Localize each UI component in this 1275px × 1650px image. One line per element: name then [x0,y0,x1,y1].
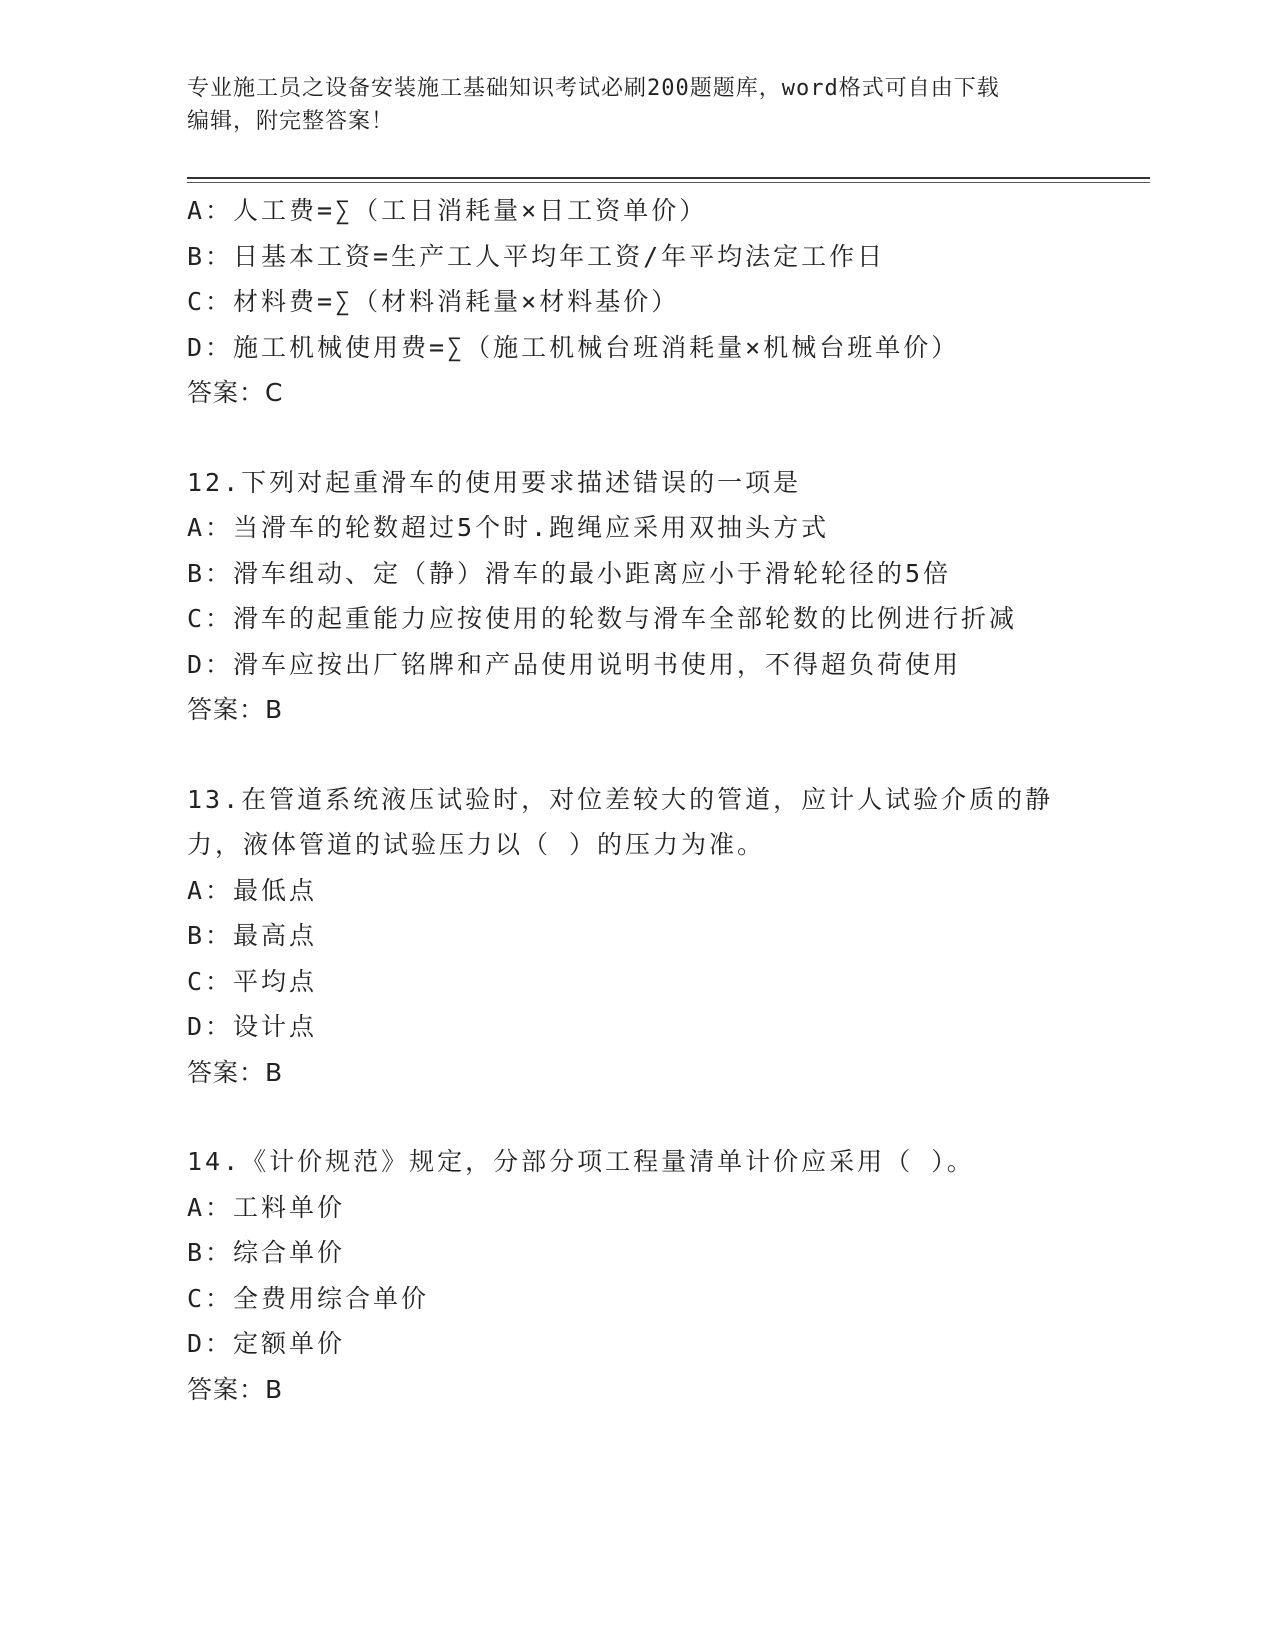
question-block-13 [187,777,1087,1096]
option-c: C：材料费=∑（材料消耗量×材料基价） [187,287,680,316]
question-block-12 [187,460,1087,733]
header-divider-thin [187,182,1150,183]
question-stem: 14.《计价规范》规定，分部分项工程量清单计价应采用（ ）。 [187,1147,975,1176]
option-c: C：滑车的起重能力应按使用的轮数与滑车全部轮数的比例进行折减 [187,604,1018,633]
header-title-line-2: 编辑，附完整答案！ [187,109,395,134]
option-d: D：施工机械使用费=∑（施工机械台班消耗量×机械台班单价） [187,332,960,362]
option-d: D：滑车应按出厂铭牌和产品使用说明书使用，不得超负荷使用 [187,649,962,679]
question-stem-line-2: 力，液体管道的试验压力以（ ）的压力为准。 [187,830,766,859]
option-a: A：人工费=∑（工日消耗量×日工资单价） [187,196,708,225]
question-block-11 [187,188,1087,416]
option-d: D：定额单价 [187,1329,346,1358]
option-c: C：平均点 [187,966,318,996]
question-stem: 12.下列对起重滑车的使用要求描述错误的一项是 [187,467,802,497]
option-b: B：最高点 [187,921,318,950]
answer-line: 答案：B [187,695,284,724]
option-b: B：滑车组动、定（静）滑车的最小距离应小于滑轮轮径的5倍 [187,558,952,588]
answer-line: 答案：B [187,1057,284,1087]
option-d: D：设计点 [187,1012,318,1041]
option-b: B：日基本工资=生产工人平均年工资/年平均法定工作日 [187,241,886,271]
question-stem-line-1: 13.在管道系统液压试验时，对位差较大的管道，应计人试验介质的静 [187,784,1054,814]
option-a: A：工料单价 [187,1192,346,1222]
option-c: C：全费用综合单价 [187,1283,430,1313]
option-a: A：当滑车的轮数超过5个时.跑绳应采用双抽头方式 [187,513,830,542]
option-b: B：综合单价 [187,1238,346,1267]
document-header [187,72,1087,138]
header-title-line-1: 专业施工员之设备安装施工基础知识考试必刷200题题库，word格式可自由下载 [187,76,1000,101]
question-list [187,188,1087,1412]
option-a: A：最低点 [187,875,318,905]
answer-line: 答案：B [187,1374,284,1404]
question-gap [187,733,1087,777]
answer-line: 答案：C [187,378,284,407]
question-gap [187,416,1087,460]
question-block-14 [187,1139,1087,1412]
header-divider-thick [187,177,1150,179]
question-gap [187,1095,1087,1139]
